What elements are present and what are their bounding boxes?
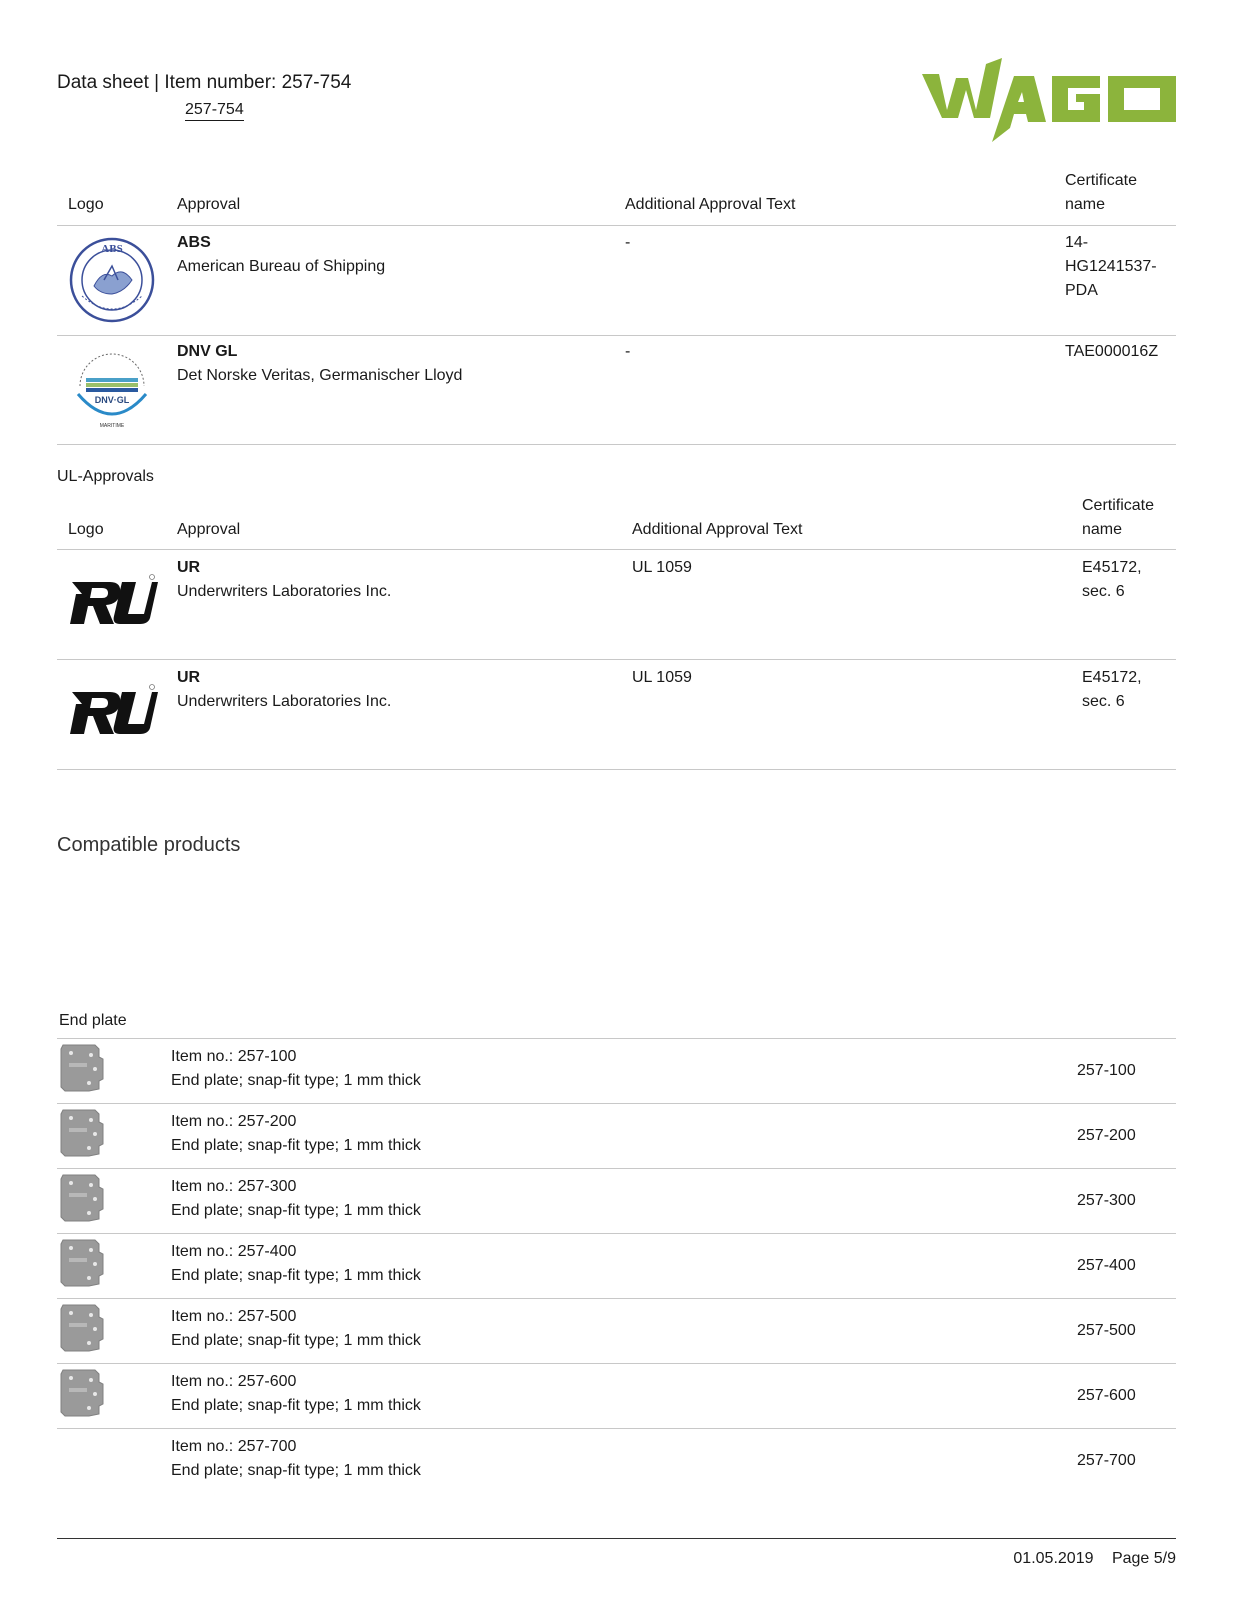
product-item-number[interactable]: Item no.: 257-100 [171,1048,297,1065]
product-info [171,1110,421,1158]
end-plate-thumbnail-icon [59,1238,107,1288]
product-row[interactable] [57,1234,1176,1298]
end-plate-heading: End plate [59,1012,127,1029]
certificate-ur: E45172, sec. 6 [1082,559,1142,600]
product-code: 257-300 [1077,1192,1136,1209]
additional-text-abs: - [625,234,631,251]
table-divider [57,335,1176,336]
col-header-approval: Approval [177,196,241,213]
abs-type-approved-seal-icon [68,236,156,324]
product-info [171,1370,421,1418]
product-info [171,1175,421,1223]
col-header-logo: Logo [68,521,104,538]
product-code: 257-700 [1077,1452,1136,1469]
product-description: End plate; snap-fit type; 1 mm thick [171,1202,421,1219]
compatible-products-heading: Compatible products [57,834,241,856]
item-number-link[interactable]: 257-754 [185,101,244,121]
ul-approvals-heading: UL-Approvals [57,468,154,485]
product-row[interactable] [57,1299,1176,1363]
product-description: End plate; snap-fit type; 1 mm thick [171,1332,421,1349]
product-code: 257-100 [1077,1062,1136,1079]
footer-divider [57,1538,1176,1539]
svg-text:DNV·GL: DNV·GL [94,395,130,405]
approval-dnv-gl: DNV GL Det Norske Veritas, Germanischer Lloyd [177,343,463,384]
additional-text-ur: UL 1059 [632,559,692,576]
end-plate-thumbnail-icon [59,1173,107,1223]
table-divider [57,659,1176,660]
certificate-ur: E45172, sec. 6 [1082,669,1142,710]
product-description: End plate; snap-fit type; 1 mm thick [171,1137,421,1154]
dnv-gl-maritime-seal-icon [72,350,152,430]
footer [1013,1550,1176,1568]
product-info [171,1305,421,1353]
col-header-additional: Additional Approval Text [632,521,803,538]
additional-text-dnv-gl: - [625,343,631,360]
product-item-number[interactable]: Item no.: 257-700 [171,1438,297,1455]
approval-ur: UR Underwriters Laboratories Inc. [177,559,392,600]
svg-text:ABS: ABS [101,243,123,255]
product-row[interactable] [57,1364,1176,1428]
additional-text-ur: UL 1059 [632,669,692,686]
product-row[interactable] [57,1039,1176,1103]
svg-text:MARITIME: MARITIME [99,423,125,429]
product-item-number[interactable]: Item no.: 257-500 [171,1308,297,1325]
product-code: 257-500 [1077,1322,1136,1339]
footer-page-number: Page 5/9 [1111,1550,1176,1567]
product-code: 257-600 [1077,1387,1136,1404]
product-description: End plate; snap-fit type; 1 mm thick [171,1267,421,1284]
col-header-certificate: Certificate name [1082,497,1155,538]
product-item-number[interactable]: Item no.: 257-200 [171,1113,297,1130]
table-divider [57,444,1176,445]
end-plate-thumbnail-icon [59,1368,107,1418]
ur-recognized-mark-icon [66,574,158,630]
col-header-certificate: Certificate name [1065,172,1138,213]
product-info [171,1045,421,1093]
product-row[interactable] [57,1104,1176,1168]
certificate-abs: 14- HG1241537- PDA [1065,234,1157,299]
table-divider [57,225,1176,226]
col-header-approval: Approval [177,521,241,538]
table-divider [57,549,1176,550]
product-item-number[interactable]: Item no.: 257-400 [171,1243,297,1260]
col-header-logo: Logo [68,196,104,213]
wago-logo-icon [922,58,1176,142]
product-item-number[interactable]: Item no.: 257-300 [171,1178,297,1195]
product-info [171,1240,421,1288]
page-title: Data sheet | Item number: 257-754 [57,72,352,93]
product-row[interactable] [57,1169,1176,1233]
ur-recognized-mark-icon [66,684,158,740]
end-plate-thumbnail-icon [59,1108,107,1158]
product-code: 257-200 [1077,1127,1136,1144]
approval-ur: UR Underwriters Laboratories Inc. [177,669,392,710]
certificate-dnv-gl: TAE000016Z [1065,343,1159,360]
approval-abs: ABS American Bureau of Shipping [177,234,386,275]
footer-date: 01.05.2019 [1013,1550,1094,1567]
table-divider [57,769,1176,770]
col-header-additional: Additional Approval Text [625,196,796,213]
product-description: End plate; snap-fit type; 1 mm thick [171,1397,421,1414]
product-description: End plate; snap-fit type; 1 mm thick [171,1462,421,1479]
end-plate-thumbnail-icon [59,1043,107,1093]
product-item-number[interactable]: Item no.: 257-600 [171,1373,297,1390]
product-row[interactable] [57,1429,1176,1493]
product-info [171,1435,421,1483]
product-description: End plate; snap-fit type; 1 mm thick [171,1072,421,1089]
product-code: 257-400 [1077,1257,1136,1274]
end-plate-thumbnail-icon [59,1303,107,1353]
